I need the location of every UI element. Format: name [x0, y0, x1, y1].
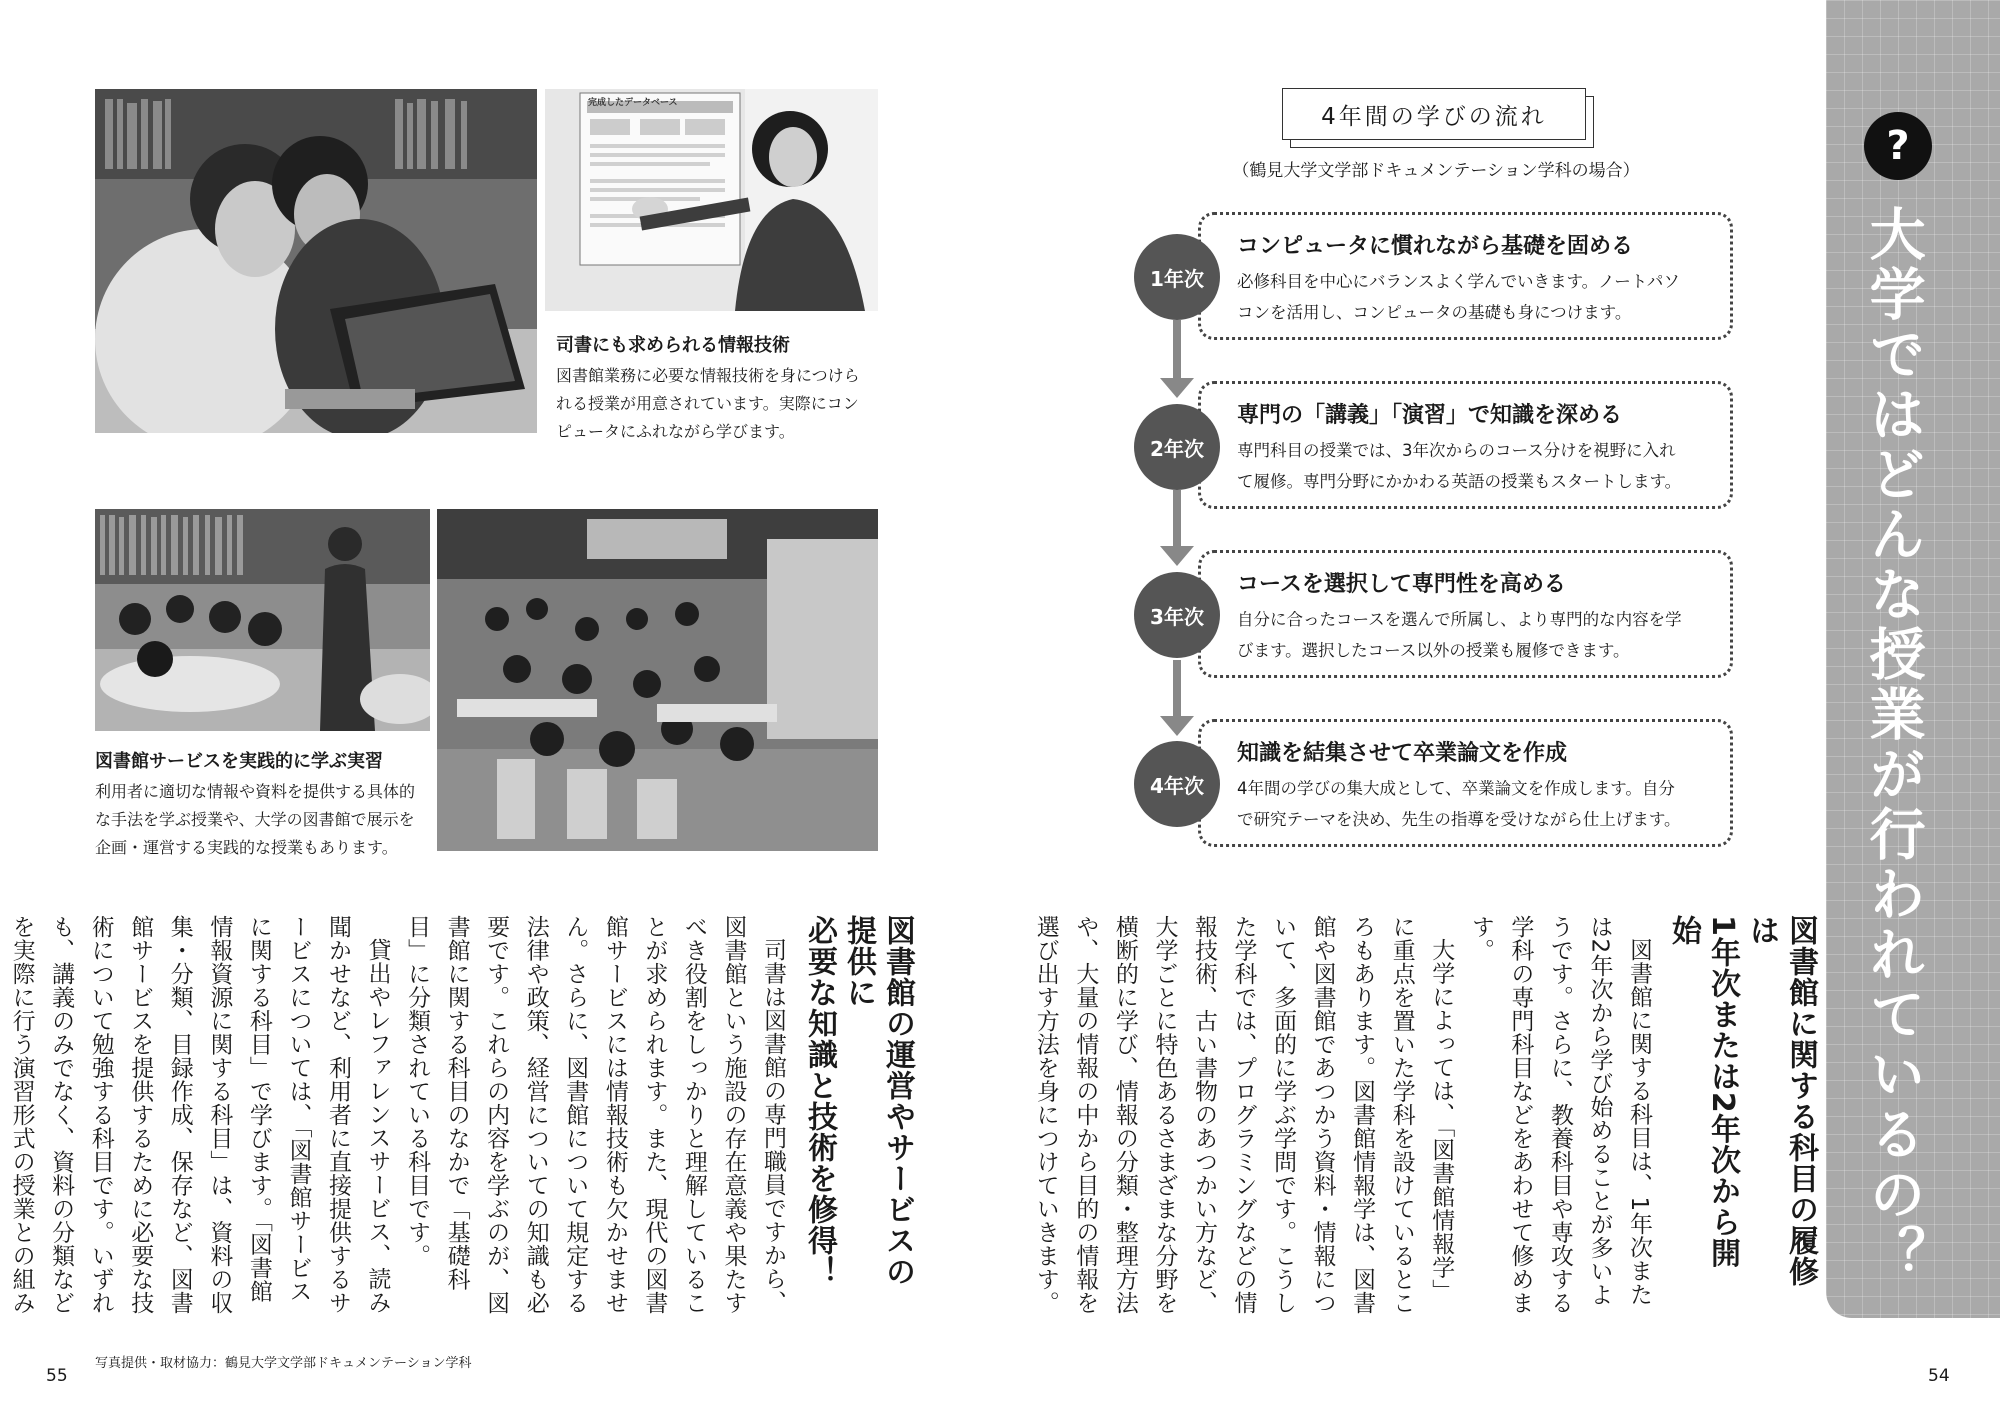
photo-students-laptop: [95, 89, 537, 433]
chapter-title: 大学ではどんな授業が行われているの？: [1860, 205, 1926, 1285]
flow-arrow-head: [1160, 546, 1194, 566]
step-text: [1237, 774, 1710, 835]
caption-line: な手法を学ぶ授業や、大学の図書館で展示を: [95, 810, 415, 829]
step-box-2: [1198, 381, 1733, 509]
flow-arrow-head: [1160, 378, 1194, 398]
flow-arrow: [1173, 490, 1181, 548]
caption-line: 図書館業務に必要な情報技術を身につけら: [556, 366, 860, 385]
step-text-line: コンを活用し、コンピュータの基礎も身につけます。: [1237, 302, 1632, 322]
heading-line: 図書館の運営やサービスの提供に: [841, 915, 915, 1287]
year-badge-1: 1年次: [1134, 234, 1220, 320]
step-text: [1237, 267, 1710, 328]
heading-line: 1年次または2年次から開始: [1666, 915, 1740, 1269]
paragraph: 図書館に関する科目は、1年次または2年次から学び始めることが多いようです。さらに、教養科目や専攻する学科の専門科目などをあわせて修めます。: [1467, 915, 1652, 1315]
year-badge-3: 3年次: [1134, 572, 1220, 658]
poster-title: 完成したデータベース: [588, 98, 678, 108]
step-title: 専門の「講義」「演習」で知識を深める: [1237, 403, 1623, 428]
photo1-caption: [556, 362, 886, 446]
heading-line: 必要な知識と技術を修得！: [802, 915, 837, 1287]
flow-arrow: [1173, 660, 1181, 718]
photo1-caption-title: 司書にも求められる情報技術: [556, 335, 790, 356]
step-text-line: 必修科目を中心にバランスよく学んでいきます。ノートパソ: [1237, 272, 1680, 291]
photo2-caption: [95, 778, 435, 862]
step-text-line: 専門科目の授業では、3年次からのコース分けを視野に入れ: [1237, 441, 1676, 460]
right-body-text: [1032, 915, 1658, 1315]
caption-line: ピュータにふれながら学びます。: [556, 422, 795, 441]
flow-subtitle: （鶴見大学文学部ドキュメンテーション学科の場合）: [1232, 161, 1640, 181]
page-number-right: 54: [1928, 1366, 1950, 1386]
caption-line: れる授業が用意されています。実際にコン: [556, 394, 859, 413]
left-body-text: [8, 915, 792, 1315]
heading-line: 図書館に関する科目の履修は: [1744, 915, 1818, 1287]
caption-line: 企画・運営する実践的な授業もあります。: [95, 838, 398, 857]
step-box-3: [1198, 550, 1733, 678]
right-section-heading: [1664, 915, 1820, 1295]
step-text-line: で研究テーマを決め、先生の指導を受けながら仕上げます。: [1237, 809, 1681, 829]
photo-credit: 写真提供・取材協力：鶴見大学文学部ドキュメンテーション学科: [95, 1356, 472, 1371]
photo-library-seminar: [95, 509, 430, 731]
flow-arrow-head: [1160, 716, 1194, 736]
step-text: [1237, 605, 1710, 666]
question-icon: ?: [1864, 112, 1932, 180]
page-number-left: 55: [46, 1366, 68, 1386]
caption-line: 利用者に適切な情報や資料を提供する具体的: [95, 782, 416, 801]
year-badge-2: 2年次: [1134, 404, 1220, 490]
step-title: コースを選択して専門性を高める: [1237, 572, 1566, 597]
step-box-4: [1198, 719, 1733, 847]
step-text: [1237, 436, 1710, 497]
flow-arrow: [1173, 320, 1181, 380]
photo-library-exhibition: [437, 509, 878, 851]
photo-presenter-poster: [545, 89, 878, 311]
step-box-1: [1198, 212, 1733, 340]
year-badge-4: 4年次: [1134, 741, 1220, 827]
step-text-line: びます。選択したコース以外の授業も履修できます。: [1237, 640, 1630, 660]
paragraph: 司書は図書館の専門職員ですから、図書館という施設の存在意義や果たすべき役割をしっかりと理解していることが求められます。また、現代の図書館サービスには情報技術も欠かせません。さらに、図書館について規定する法律や政策、経営についての知識も必要です。これらの内容を学ぶのが、図書館に関する科目のなかで「基礎科目」に分類されている科目です。: [404, 915, 786, 1315]
photo2-caption-title: 図書館サービスを実践的に学ぶ実習: [95, 751, 383, 772]
step-text-line: 自分に合ったコースを選んで所属し、より専門的な内容を学: [1237, 610, 1682, 629]
step-text-line: て履修。専門分野にかかわる英語の授業もスタートします。: [1237, 471, 1682, 491]
paragraph: 大学によっては、「図書館情報学」に重点を置いた学科を設けているところもあります。図書館情報学は、図書館や図書館であつかう資料・情報について、多面的に学ぶ学問です。こうした学科では、プログラミングなどの情報技術、古い書物のあつかい方など、大学ごとに特色あるさまざまな分野を横断的に学び、情報の分類・整理方法や、大量の情報の中から目的の情報を選び出す方法を身につけていきます。: [1032, 915, 1455, 1315]
paragraph: 貸出やレファレンスサービス、読み聞かせなど、利用者に直接提供するサービスについては、「図書館サービスに関する科目」で学びます。「図書館情報資源に関する科目」は、資料の収集・分類、目録作成、保存など、図書館サービスを提供するために必要な技術について勉強する科目です。いずれも、講義のみでなく、資料の分類などを実際に行う演習形式の授業との組み: [8, 915, 391, 1315]
step-title: 知識を結集させて卒業論文を作成: [1237, 741, 1568, 766]
step-text-line: 4年間の学びの集大成として、卒業論文を作成します。自分: [1237, 779, 1675, 798]
step-title: コンピュータに慣れながら基礎を固める: [1237, 234, 1634, 259]
left-section-heading: [800, 915, 917, 1295]
flow-title: 4年間の学びの流れ: [1282, 88, 1586, 140]
